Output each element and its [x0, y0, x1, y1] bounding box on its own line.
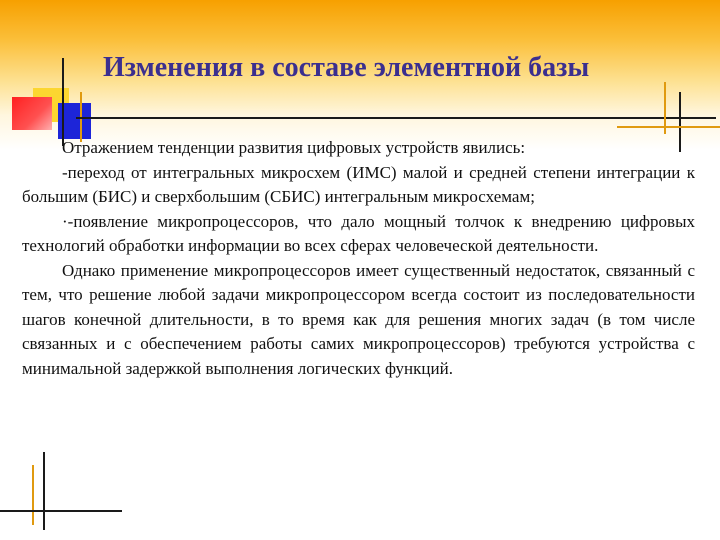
decor-square-red: [12, 97, 52, 130]
slide-title: Изменения в составе элементной базы: [103, 52, 590, 83]
paragraph-intro: Отражением тенденции развития цифровых устройств явились:: [62, 138, 526, 157]
paragraph-drawback: Однако применение микропроцессоров имеет существенный недостаток, связанный с тем, что решение любой задачи микропроцессором всегда состоит из последовательности шагов конечной длительности, в то время как для решения многих задач (в том числе связанных и с обеспечением работы самих микропроцессоров) требуются устройства с минимальной задержкой выполнения логических функций.: [22, 260, 695, 378]
decor-line-vertical-bottom: [43, 452, 45, 530]
decor-line-horizontal: [76, 117, 716, 119]
paragraph-bullet-microprocessors: ·-появление микропроцессоров, что дало мощный толчок к внедрению цифровых технологий обработки информации во всех сферах человеческой деятельности.: [22, 211, 695, 255]
decor-line-horizontal-bottom: [0, 510, 122, 512]
decor-line-vertical: [62, 58, 64, 146]
decor-line-horizontal-gold-right: [617, 126, 720, 128]
slide-body: [22, 136, 695, 381]
decor-line-vertical-gold-bottom: [32, 465, 34, 525]
paragraph-bullet-ims: -переход от интегральных микросхем (ИМС) малой и средней степени интеграции к большим (БИС) и сверхбольшим (СБИС) интегральным микросхемам;: [22, 162, 695, 206]
